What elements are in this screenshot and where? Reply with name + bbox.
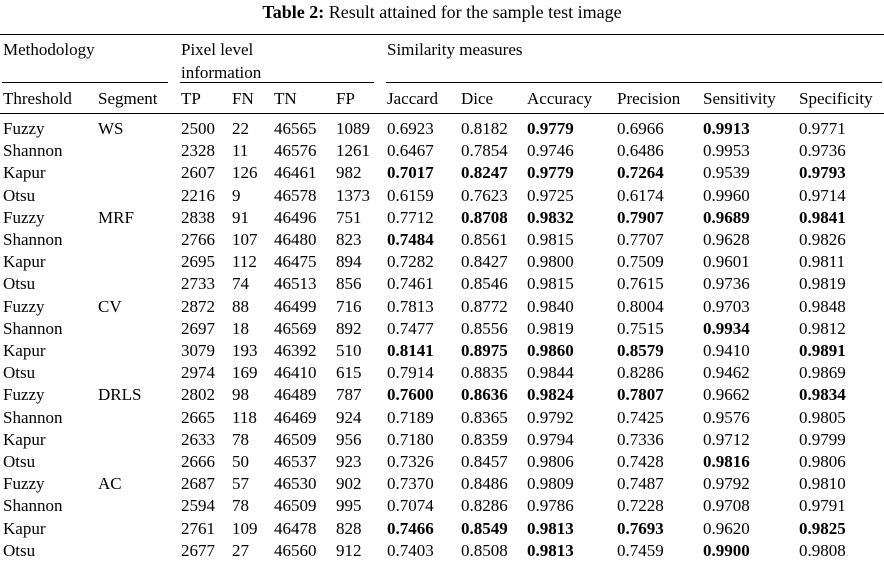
column-header-sensitivity: Sensitivity [703, 89, 776, 108]
cell-specificity: 0.9791 [799, 496, 846, 516]
cell-fp: 923 [336, 452, 362, 471]
cell-sensitivity: 0.9703 [703, 296, 750, 316]
cell-dice: 0.8708 [461, 207, 508, 227]
cell-fp: 787 [336, 385, 362, 405]
cell-jaccard: 0.7326 [387, 452, 434, 471]
column-header-specificity: Specificity [799, 89, 873, 108]
cell-precision: 0.6966 [617, 119, 664, 138]
cell-threshold: Fuzzy [3, 119, 45, 138]
cell-dice: 0.8556 [461, 318, 508, 338]
cell-specificity: 0.9771 [799, 119, 846, 138]
cell-dice: 0.8427 [461, 252, 508, 272]
rule-pixel-level [180, 82, 374, 83]
cell-dice: 0.8365 [461, 407, 508, 427]
cell-accuracy: 0.9779 [527, 119, 574, 138]
cell-tp: 2733 [181, 274, 215, 294]
cell-threshold: Shannon [3, 141, 63, 161]
cell-threshold: Otsu [3, 452, 36, 471]
cell-dice: 0.8486 [461, 474, 508, 494]
cell-accuracy: 0.9809 [527, 474, 574, 494]
cell-precision: 0.7907 [617, 207, 664, 227]
cell-tp: 2665 [181, 407, 215, 427]
cell-fn: 118 [232, 407, 257, 427]
cell-accuracy: 0.9792 [527, 407, 574, 427]
cell-specificity: 0.9799 [799, 429, 846, 449]
cell-fp: 828 [336, 518, 362, 538]
cell-tn: 46475 [274, 252, 317, 272]
header-methodology: Methodology [3, 40, 95, 59]
cell-fp: 912 [336, 540, 362, 560]
cell-fp: 1373 [336, 185, 370, 205]
cell-precision: 0.7459 [617, 540, 664, 560]
cell-accuracy: 0.9813 [527, 540, 574, 560]
cell-dice: 0.8286 [461, 496, 508, 516]
column-header-dice: Dice [461, 89, 494, 108]
cell-dice: 0.8772 [461, 296, 508, 316]
top-rule [0, 34, 884, 35]
cell-fn: 193 [232, 341, 258, 360]
table-caption-label: Table 2: [262, 2, 325, 22]
cell-precision: 0.7509 [617, 252, 664, 272]
cell-precision: 0.8579 [617, 341, 664, 360]
cell-fp: 982 [336, 163, 362, 183]
cell-specificity: 0.9812 [799, 318, 846, 338]
cell-tn: 46478 [274, 518, 317, 538]
cell-fp: 1261 [336, 141, 370, 161]
cell-threshold: Shannon [3, 318, 63, 338]
cell-precision: 0.7428 [617, 452, 664, 471]
cell-sensitivity: 0.9628 [703, 230, 750, 249]
cell-segment: DRLS [98, 385, 142, 405]
column-header-segment: Segment [98, 89, 158, 108]
header-similarity-measures: Similarity measures [387, 40, 523, 59]
cell-precision: 0.7515 [617, 318, 664, 338]
cell-threshold: Fuzzy [3, 474, 45, 494]
cell-threshold: Kapur [3, 341, 46, 360]
cell-specificity: 0.9806 [799, 452, 846, 471]
cell-accuracy: 0.9819 [527, 318, 574, 338]
cell-threshold: Kapur [3, 518, 46, 538]
cell-threshold: Otsu [3, 185, 36, 205]
cell-dice: 0.8835 [461, 363, 508, 383]
header-pixel-level: Pixel level [181, 40, 254, 59]
cell-tp: 2594 [181, 496, 215, 516]
cell-fn: 126 [232, 163, 258, 183]
cell-fn: 98 [232, 385, 249, 405]
cell-precision: 0.6486 [617, 141, 664, 161]
cell-accuracy: 0.9794 [527, 429, 574, 449]
cell-threshold: Kapur [3, 163, 46, 183]
cell-threshold: Fuzzy [3, 207, 45, 227]
cell-precision: 0.7807 [617, 385, 664, 405]
cell-fp: 1089 [336, 119, 370, 138]
cell-tn: 46392 [274, 341, 317, 360]
cell-fp: 995 [336, 496, 362, 516]
cell-accuracy: 0.9746 [527, 141, 574, 161]
cell-tp: 2838 [181, 207, 215, 227]
cell-sensitivity: 0.9539 [703, 163, 750, 183]
cell-fn: 78 [232, 496, 249, 516]
cell-tp: 2695 [181, 252, 215, 272]
cell-precision: 0.7425 [617, 407, 664, 427]
cell-accuracy: 0.9860 [527, 341, 574, 360]
cell-fn: 18 [232, 318, 249, 338]
cell-tp: 2677 [181, 540, 215, 560]
cell-sensitivity: 0.9953 [703, 141, 750, 161]
cell-dice: 0.8247 [461, 163, 508, 183]
cell-specificity: 0.9826 [799, 230, 846, 249]
cell-tn: 46509 [274, 429, 317, 449]
column-header-tp: TP [181, 89, 201, 108]
cell-fp: 924 [336, 407, 362, 427]
cell-jaccard: 0.7017 [387, 163, 434, 183]
cell-precision: 0.8004 [617, 296, 664, 316]
cell-jaccard: 0.7484 [387, 230, 434, 249]
cell-jaccard: 0.7370 [387, 474, 434, 494]
cell-jaccard: 0.7466 [387, 518, 434, 538]
cell-fp: 751 [336, 207, 362, 227]
cell-sensitivity: 0.9960 [703, 185, 750, 205]
cell-accuracy: 0.9844 [527, 363, 574, 383]
cell-tp: 2766 [181, 230, 215, 249]
cell-tn: 46578 [274, 185, 317, 205]
cell-precision: 0.7707 [617, 230, 664, 249]
cell-tp: 3079 [181, 341, 215, 360]
cell-segment: MRF [98, 207, 134, 227]
cell-fn: 22 [232, 119, 249, 138]
column-header-accuracy: Accuracy [527, 89, 593, 108]
cell-specificity: 0.9793 [799, 163, 846, 183]
cell-tp: 2633 [181, 429, 215, 449]
cell-specificity: 0.9848 [799, 296, 846, 316]
cell-tn: 46537 [274, 452, 317, 471]
cell-precision: 0.6174 [617, 185, 664, 205]
cell-accuracy: 0.9806 [527, 452, 574, 471]
cell-sensitivity: 0.9410 [703, 341, 750, 360]
cell-fn: 57 [232, 474, 249, 494]
cell-precision: 0.7487 [617, 474, 664, 494]
cell-sensitivity: 0.9900 [703, 540, 750, 560]
cell-specificity: 0.9825 [799, 518, 846, 538]
cell-specificity: 0.9819 [799, 274, 846, 294]
cell-tn: 46576 [274, 141, 317, 161]
cell-accuracy: 0.9813 [527, 518, 574, 538]
cell-dice: 0.8457 [461, 452, 508, 471]
cell-precision: 0.7336 [617, 429, 664, 449]
cell-fn: 11 [232, 141, 249, 161]
cell-threshold: Fuzzy [3, 296, 45, 316]
cell-dice: 0.8636 [461, 385, 508, 405]
cell-jaccard: 0.6923 [387, 119, 434, 138]
cell-sensitivity: 0.9689 [703, 207, 750, 227]
cell-jaccard: 0.7600 [387, 385, 434, 405]
cell-tn: 46469 [274, 407, 317, 427]
cell-dice: 0.8975 [461, 341, 508, 360]
cell-sensitivity: 0.9712 [703, 429, 750, 449]
cell-sensitivity: 0.9601 [703, 252, 750, 272]
column-header-fp: FP [336, 89, 355, 108]
cell-fn: 9 [232, 185, 241, 205]
cell-specificity: 0.9869 [799, 363, 846, 383]
cell-jaccard: 0.7712 [387, 207, 434, 227]
cell-dice: 0.8546 [461, 274, 508, 294]
cell-accuracy: 0.9840 [527, 296, 574, 316]
column-header-precision: Precision [617, 89, 681, 108]
cell-tn: 46489 [274, 385, 317, 405]
cell-specificity: 0.9808 [799, 540, 846, 560]
cell-fp: 716 [336, 296, 362, 316]
cell-threshold: Kapur [3, 252, 46, 272]
cell-tn: 46530 [274, 474, 317, 494]
cell-specificity: 0.9891 [799, 341, 846, 360]
table-caption [0, 1, 884, 23]
rule-methodology [2, 82, 168, 83]
cell-tn: 46509 [274, 496, 317, 516]
cell-sensitivity: 0.9816 [703, 452, 750, 471]
cell-specificity: 0.9714 [799, 185, 846, 205]
cell-jaccard: 0.7813 [387, 296, 434, 316]
cell-threshold: Shannon [3, 230, 63, 249]
cell-jaccard: 0.8141 [387, 341, 434, 360]
cell-segment: WS [98, 119, 124, 138]
cell-fn: 78 [232, 429, 249, 449]
cell-specificity: 0.9810 [799, 474, 846, 494]
cell-fn: 112 [232, 252, 257, 272]
cell-threshold: Otsu [3, 274, 36, 294]
cell-precision: 0.7264 [617, 163, 664, 183]
cell-tn: 46569 [274, 318, 317, 338]
cell-specificity: 0.9805 [799, 407, 846, 427]
cell-fp: 902 [336, 474, 362, 494]
cell-accuracy: 0.9824 [527, 385, 574, 405]
cell-threshold: Kapur [3, 429, 46, 449]
cell-precision: 0.7693 [617, 518, 664, 538]
cell-tp: 2974 [181, 363, 215, 383]
cell-accuracy: 0.9832 [527, 207, 574, 227]
cell-dice: 0.7854 [461, 141, 508, 161]
cell-sensitivity: 0.9913 [703, 119, 750, 138]
cell-specificity: 0.9834 [799, 385, 846, 405]
cell-fn: 107 [232, 230, 258, 249]
cell-tn: 46480 [274, 230, 317, 249]
cell-specificity: 0.9736 [799, 141, 846, 161]
cell-specificity: 0.9811 [799, 252, 846, 272]
column-header-jaccard: Jaccard [387, 89, 438, 108]
cell-tn: 46560 [274, 540, 317, 560]
cell-threshold: Otsu [3, 540, 36, 560]
cell-dice: 0.8359 [461, 429, 508, 449]
cell-jaccard: 0.7914 [387, 363, 434, 383]
cell-jaccard: 0.6159 [387, 185, 434, 205]
header-rule [0, 113, 884, 114]
cell-specificity: 0.9841 [799, 207, 846, 227]
cell-sensitivity: 0.9462 [703, 363, 750, 383]
cell-fn: 88 [232, 296, 249, 316]
cell-jaccard: 0.7477 [387, 318, 434, 338]
cell-fn: 91 [232, 207, 249, 227]
cell-threshold: Fuzzy [3, 385, 45, 405]
cell-fn: 74 [232, 274, 249, 294]
header-information: information [181, 63, 262, 82]
cell-accuracy: 0.9725 [527, 185, 574, 205]
cell-fn: 109 [232, 518, 258, 538]
cell-tp: 2216 [181, 185, 215, 205]
cell-threshold: Shannon [3, 407, 63, 427]
cell-precision: 0.7615 [617, 274, 664, 294]
cell-tn: 46499 [274, 296, 317, 316]
cell-dice: 0.8561 [461, 230, 508, 249]
cell-accuracy: 0.9786 [527, 496, 574, 516]
cell-fp: 615 [336, 363, 362, 383]
cell-tp: 2607 [181, 163, 215, 183]
cell-tp: 2872 [181, 296, 215, 316]
cell-dice: 0.8182 [461, 119, 508, 138]
cell-dice: 0.7623 [461, 185, 508, 205]
table-caption-text: Result attained for the sample test image [328, 2, 622, 22]
cell-fp: 823 [336, 230, 362, 249]
cell-tn: 46565 [274, 119, 317, 138]
cell-tp: 2500 [181, 119, 215, 138]
cell-jaccard: 0.7189 [387, 407, 434, 427]
cell-fn: 27 [232, 540, 249, 560]
cell-dice: 0.8508 [461, 540, 508, 560]
cell-sensitivity: 0.9662 [703, 385, 750, 405]
cell-threshold: Shannon [3, 496, 63, 516]
cell-sensitivity: 0.9708 [703, 496, 750, 516]
cell-sensitivity: 0.9736 [703, 274, 750, 294]
cell-tp: 2687 [181, 474, 215, 494]
cell-tp: 2802 [181, 385, 215, 405]
column-header-fn: FN [232, 89, 254, 108]
cell-fn: 50 [232, 452, 249, 471]
cell-jaccard: 0.6467 [387, 141, 434, 161]
rule-similarity [386, 82, 882, 83]
cell-tp: 2328 [181, 141, 215, 161]
cell-precision: 0.7228 [617, 496, 664, 516]
cell-sensitivity: 0.9934 [703, 318, 750, 338]
cell-tn: 46513 [274, 274, 317, 294]
cell-fp: 892 [336, 318, 362, 338]
cell-accuracy: 0.9815 [527, 274, 574, 294]
cell-sensitivity: 0.9792 [703, 474, 750, 494]
column-header-threshold: Threshold [3, 89, 72, 108]
cell-tn: 46461 [274, 163, 317, 183]
cell-sensitivity: 0.9620 [703, 518, 750, 538]
cell-threshold: Otsu [3, 363, 36, 383]
cell-jaccard: 0.7461 [387, 274, 434, 294]
cell-tp: 2761 [181, 518, 215, 538]
cell-tn: 46496 [274, 207, 317, 227]
cell-jaccard: 0.7180 [387, 429, 434, 449]
cell-dice: 0.8549 [461, 518, 508, 538]
cell-tn: 46410 [274, 363, 317, 383]
cell-segment: AC [98, 474, 122, 494]
cell-accuracy: 0.9815 [527, 230, 574, 249]
cell-fp: 956 [336, 429, 362, 449]
cell-fp: 510 [336, 341, 362, 360]
cell-jaccard: 0.7282 [387, 252, 434, 272]
cell-accuracy: 0.9800 [527, 252, 574, 272]
column-header-tn: TN [274, 89, 297, 108]
cell-fp: 894 [336, 252, 362, 272]
cell-sensitivity: 0.9576 [703, 407, 750, 427]
cell-jaccard: 0.7074 [387, 496, 434, 516]
cell-fn: 169 [232, 363, 258, 383]
cell-jaccard: 0.7403 [387, 540, 434, 560]
cell-segment: CV [98, 296, 122, 316]
cell-accuracy: 0.9779 [527, 163, 574, 183]
cell-tp: 2697 [181, 318, 215, 338]
cell-fp: 856 [336, 274, 362, 294]
cell-tp: 2666 [181, 452, 215, 471]
cell-precision: 0.8286 [617, 363, 664, 383]
